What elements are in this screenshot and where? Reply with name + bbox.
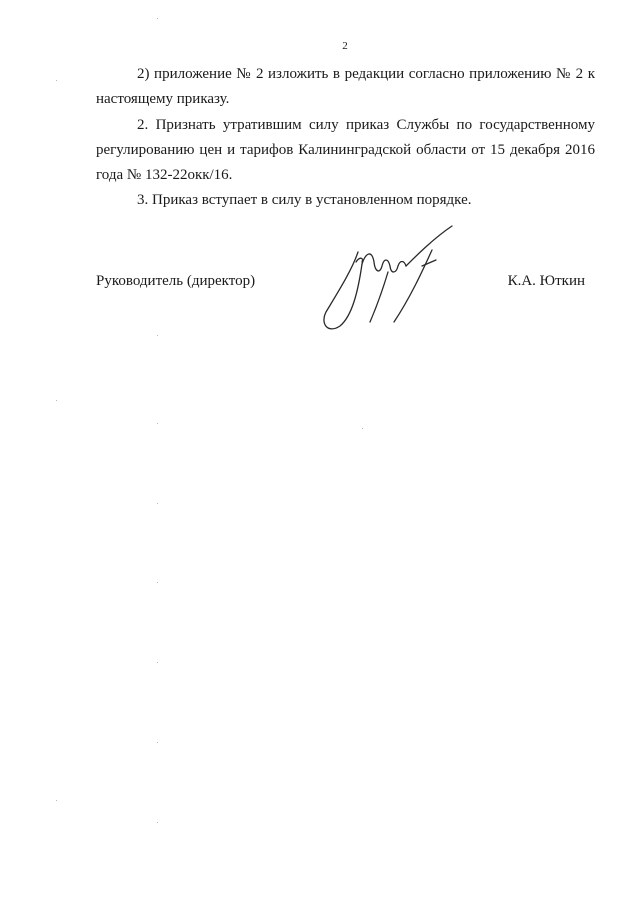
scan-speck [362, 428, 363, 429]
scan-speck [157, 423, 158, 424]
scan-speck [56, 800, 57, 801]
scan-speck [157, 742, 158, 743]
paragraph-effective: 3. Приказ вступает в силу в установленном порядке. [137, 192, 472, 208]
signatory-title: Руководитель (директор) [96, 273, 256, 289]
scan-speck [56, 80, 57, 81]
handwritten-signature [318, 222, 468, 340]
scan-speck [56, 400, 57, 401]
signatory-name: К.А. Юткин [507, 273, 585, 289]
page-number: 2 [342, 40, 348, 52]
paragraph-repeal-order: 2. Признать утратившим силу приказ Службы по государственному регулированию цен и тарифов Калининградской области от 15 декабря 2016 года № 132-22окк/16. [96, 117, 595, 183]
scan-speck [157, 18, 158, 19]
scan-speck [157, 822, 158, 823]
scan-speck [157, 582, 158, 583]
scan-speck [157, 335, 158, 336]
paragraph-appendix-2: 2) приложение № 2 изложить в редакции согласно приложению № 2 к настоящему приказу. [96, 66, 595, 107]
scan-speck [157, 503, 158, 504]
scan-speck [157, 662, 158, 663]
